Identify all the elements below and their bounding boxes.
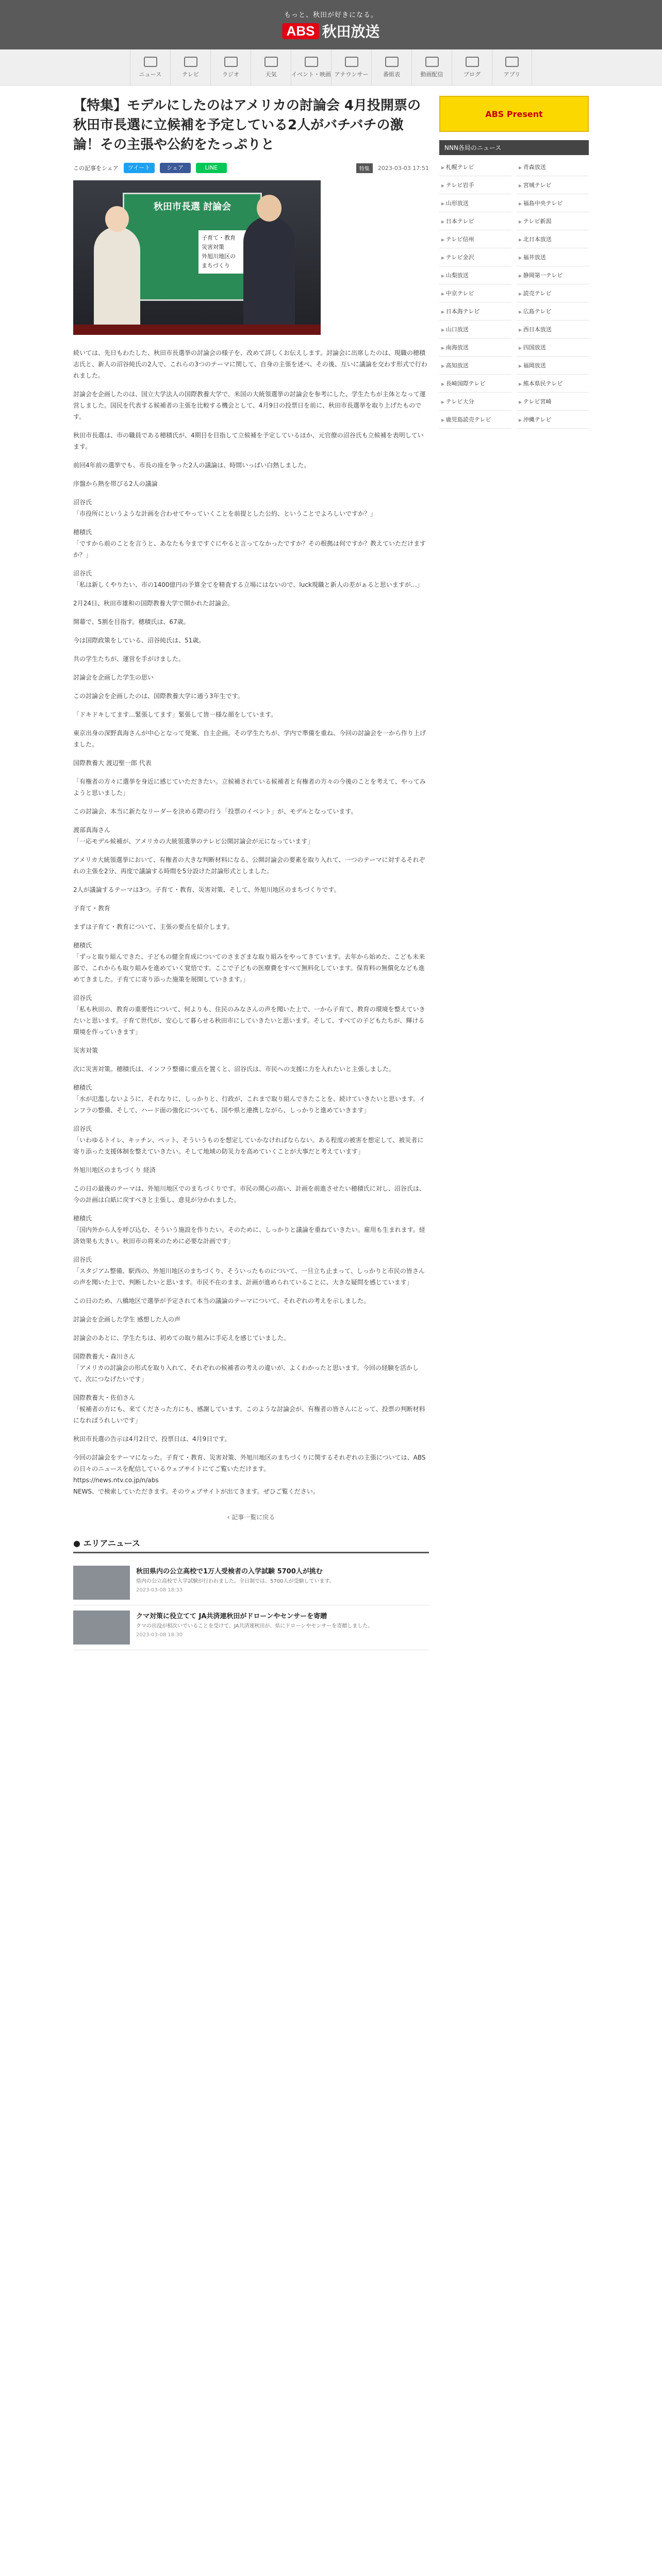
- logo-abs-mark: ABS: [283, 23, 319, 39]
- article-paragraph: まずは子育て・教育について、主張の要点を紹介します。: [73, 923, 234, 930]
- article-paragraph: 穂積氏 「ですから前のことを言うと、あなたも今まですぐにやると言ってなかったですか？その根拠は何ですか？教えていただけますか？」: [73, 529, 426, 558]
- article-paragraph: 序盤から熱を帯びる2人の議論: [73, 480, 158, 487]
- article-paragraph: 国際教養大 渡辺聖一郎 代表: [73, 759, 152, 767]
- article-paragraph: 今は国際政策をしている、沼谷純氏は、51歳。: [73, 637, 205, 644]
- article-paragraph: 外旭川地区のまちづくり 経済: [73, 1166, 156, 1174]
- nav-label: イベント・映画: [291, 71, 331, 78]
- sidebar-banner[interactable]: ABS Present: [439, 96, 589, 132]
- nav-label: テレビ: [182, 71, 199, 78]
- nav-item-app[interactable]: [492, 49, 532, 85]
- back-to-list-link[interactable]: [73, 1513, 429, 1521]
- news-thumbnail: [73, 1611, 130, 1645]
- app-icon: [505, 57, 519, 67]
- article-paragraph: 秋田市長選は、市の職員である穂積氏が、4期目を目指して立候補を予定しているほか、元官僚の沼谷氏も立候補を表明しています。: [73, 432, 424, 450]
- station-link[interactable]: ▶ 西日本放送: [517, 320, 589, 338]
- page-wrap: [73, 86, 589, 1671]
- site-header: [0, 0, 662, 49]
- station-link[interactable]: ▶ 日本テレビ: [439, 212, 511, 230]
- article-paragraph: 国際教養大・佐伯さん 「候補者の方にも、来てくださった方にも、感謝しています。このような討論会が、有権者の皆さんにとって、投票の判断材料になればうれしいです」: [73, 1394, 425, 1424]
- article-paragraph: 「ドキドキしてます…緊張してます」緊張して皆一様な顔をしています。: [73, 711, 277, 718]
- station-link[interactable]: ▶ 青森放送: [517, 158, 589, 176]
- article-paragraph: 討論会を企画した学生の思い: [73, 674, 154, 681]
- nav-item-radio[interactable]: [210, 49, 251, 85]
- station-link[interactable]: ▶ 南海放送: [439, 338, 511, 357]
- hero-panel-item: 外旭川地区の: [202, 253, 236, 260]
- hero-panel-item: まちづくり: [202, 262, 230, 269]
- area-news-heading-label: エリアニュース: [83, 1538, 140, 1548]
- hero-panel-item: 災害対策: [202, 244, 224, 250]
- nav-label: ニュース: [139, 71, 162, 78]
- announcer-icon: [345, 57, 358, 67]
- event-icon: [305, 57, 318, 67]
- article-paragraph: 秋田市長選の告示は4月2日で、投票日は、4月9日です。: [73, 1435, 231, 1443]
- tv-icon: [184, 57, 197, 67]
- news-desc: クマの出没が相次いでいることを受けて、JA共済連秋田が、県にドローンやセンサーを寄贈しました。: [136, 1623, 373, 1629]
- dot-icon: ●: [73, 1538, 84, 1548]
- station-link[interactable]: ▶ 宮城テレビ: [517, 176, 589, 194]
- article-paragraph: 今回の討論会をテーマになった。子育て・教育、災害対策、外旭川地区のまちづくりに関するそれぞれの主張については、ABSの日々のニュースを配信しているウェブサイトにてご覧いただけます。 https://news.ntv.co.jp/n/abs NEWS、で検索していただきます。そのウェブサイトが出てきます。ぜひご覧ください。: [73, 1454, 426, 1495]
- station-link[interactable]: ▶ 沖縄テレビ: [517, 411, 589, 429]
- station-link[interactable]: ▶ 長崎国際テレビ: [439, 375, 511, 393]
- hero-anchor-right: [243, 216, 295, 335]
- article-paragraph: 続いては、先日もわたした、秋田市長選挙の討論会の様子を、改めて詳しくお伝えします。討論会に出席したのは、現職の穂積志氏と、新人の沼谷純氏の2人で、これらの3つのテーマに関して、自身の主張を述べ、その後、互いに議論を交わす形式で行われました。: [73, 349, 427, 379]
- article-paragraph: 沼谷氏 「市役所にというような計画を合わせてやっていくことを前提とした公約、ということでよろしいですか？」: [73, 499, 377, 517]
- article-paragraph: 「有権者の方々に選挙を身近に感じていただきたい。立候補されている候補者と有権者の方々の今後のことを考えて、やってみようと思いました」: [73, 778, 426, 796]
- area-news-item[interactable]: [73, 1561, 429, 1605]
- news-date: 2023-03-08 18:33: [136, 1587, 183, 1593]
- station-link[interactable]: ▶ テレビ大分: [439, 393, 511, 411]
- station-link[interactable]: ▶ 静岡第一テレビ: [517, 266, 589, 284]
- nav-item-announcer[interactable]: [331, 49, 371, 85]
- category-tag[interactable]: 特集: [356, 163, 373, 173]
- news-thumbnail: [73, 1566, 130, 1600]
- article-body: [73, 347, 429, 1497]
- footer-space: [73, 1650, 429, 1671]
- weather-icon: [264, 57, 278, 67]
- publish-date: 2023-03-03 17:51: [377, 164, 429, 172]
- nav-label: 動画配信: [420, 71, 443, 78]
- article-paragraph: この討論会を企画したのは、国際教養大学に通う3年生です。: [73, 692, 244, 700]
- article-paragraph: 次に災害対策。穂積氏は、インフラ整備に重点を置くと、沼谷氏は、市民への支援に力を入れたいと主張しました。: [73, 1065, 395, 1073]
- share-facebook-button[interactable]: シェア: [160, 163, 191, 173]
- article-paragraph: 東京出身の深野真海さんが中心となって発案、自主企画。その学生たちが、学内で準備を重ね、今回の討論会を一から作り上げました。: [73, 730, 426, 748]
- news-title: クマ対策に役立てて JA共済連秋田がドローンやセンサーを寄贈: [136, 1613, 327, 1620]
- article-title: 【特集】モデルにしたのはアメリカの討論会 4月投開票の秋田市長選に立候補を予定している2人がバチバチの激論！その主張や公約をたっぷりと: [73, 98, 421, 152]
- hero-monitor-panel: [123, 193, 262, 301]
- article-paragraph: 国際教養大・森川さん 「アメリカの討論会の形式を取り入れて、それぞれの候補者の考えの違いが、よくわかったと思います。今回の経験を活かして、次につなげたいです」: [73, 1353, 419, 1383]
- nav-item-blog[interactable]: [452, 49, 492, 85]
- nav-label: ブログ: [464, 71, 481, 78]
- station-link[interactable]: ▶ 日本海テレビ: [439, 302, 511, 320]
- share-label: この記事をシェア: [73, 165, 119, 172]
- article-paragraph: 前回4年前の選挙でも、市長の座を争った2人の議論は、時間いっぱい白熱しました。: [73, 462, 310, 469]
- article-paragraph: 共の学生たちが、運営を手がけました。: [73, 655, 185, 663]
- station-link[interactable]: ▶ テレビ岩手: [439, 176, 511, 194]
- article-paragraph: 沼谷氏 「いわゆるトイレ、キッチン、ペット、そういうものを想定していかなければならない。ある程度の被害を想定して、被災者に寄り添った支援体制を整えていきたい。そして地域の防災力を高めていくことが大事だと考えています」: [73, 1125, 424, 1155]
- article-paragraph: 討論会を企画した学生 感想した人の声: [73, 1316, 180, 1323]
- article-paragraph: 子育て・教育: [73, 905, 111, 912]
- article-paragraph: 沼谷氏 「スタジアム整備、駅西の、外旭川地区のまちづくり、そういったものについて、一旦立ち止まって、しっかりと市民の皆さんの声を聞いた上で、判断したいと思います。市民不在のまま、計画が進められていることに、大きな疑問を感じています」: [73, 1256, 425, 1286]
- article-paragraph: 開幕で、5割を目指す。穂積氏は、67歳。: [73, 618, 190, 625]
- nav-label: 天気: [265, 71, 277, 78]
- share-twitter-button[interactable]: ツイート: [124, 163, 155, 173]
- video-icon: [425, 57, 439, 67]
- article-hero-image: [73, 180, 321, 335]
- site-logo[interactable]: [283, 21, 380, 41]
- station-link[interactable]: ▶ 鹿児島読売テレビ: [439, 411, 511, 429]
- station-link[interactable]: ▶ 福島中央テレビ: [517, 194, 589, 212]
- station-list: [439, 158, 589, 429]
- article-paragraph: 災害対策: [73, 1047, 98, 1054]
- article-paragraph: 2月24日、秋田市雄和の国際教養大学で開かれた討論会。: [73, 600, 234, 607]
- news-desc: 県内の公立高校で入学試験が行われました。全日制では、5700人が受験しています。: [136, 1579, 335, 1584]
- station-link[interactable]: ▶ 広島テレビ: [517, 302, 589, 320]
- article-paragraph: 討論会を企画したのは、国立大学法人の国際教養大学で、米国の大統領選挙の討論会を参考にした、学生たちが主体となって運営しました。国民を代表する候補者の主張を比較する機会として、4月9日の投票日を前に、秋田市長選挙を取り上げたものです。: [73, 391, 426, 420]
- article-paragraph: この日の最後のテーマは、外旭川地区でのまちづくりです。市民の関心の高い、計画を前進させたい穂積氏に対し、沼谷氏は、今の計画は白紙に戻すべきと主張し、意見が分かれました。: [73, 1185, 425, 1204]
- newspaper-icon: [144, 57, 157, 67]
- article-paragraph: この討論会、本当に新たなリーダーを決める際の行う「投票のイベント」が、モデルとなっています。: [73, 808, 357, 815]
- nav-label: アプリ: [503, 71, 521, 78]
- hero-panel-item: 子育て・教育: [202, 234, 236, 241]
- station-link[interactable]: ▶ テレビ金沢: [439, 248, 511, 266]
- hero-anchor-left-head: [105, 206, 129, 232]
- station-link[interactable]: ▶ 熊本県民テレビ: [517, 375, 589, 393]
- logo-name: 秋田放送: [322, 23, 380, 40]
- article-paragraph: 穂積氏 「ずっと取り組んできた、子どもの健全育成についてのさまざまな取り組みをやってきています。去年から始めた、こども未来部で、これからも取り組みを進めていく覚悟です。ここで子どもの医療費をすべて無料化しています。保育料の無償化なども進めてきました。子育てに寄り添った施策を展開していきます。」: [73, 942, 425, 983]
- article-paragraph: この日のため、八橋地区で選挙が予定されて本当の議論のテーマについて、それぞれの考えを示しました。: [73, 1297, 370, 1304]
- article-paragraph: アメリカ大統領選挙において、有権者の大きな判断材料になる、公開討論会の要素を取り入れて、一つのテーマに対するそれぞれの主張を2分、再度で議論する時間を5分設けた討論形式としました。: [73, 856, 425, 875]
- article-paragraph: 渡部真海さん 「一応モデル候補が、アメリカの大統領選挙のテレビ公開討論会が元になっています」: [73, 826, 314, 845]
- article-main: [73, 96, 429, 1671]
- article-paragraph: 討論会のあとに、学生たちは、初めての取り組みに手応えを感じていました。: [73, 1334, 290, 1342]
- radio-icon: [224, 57, 238, 67]
- station-link[interactable]: ▶ テレビ信州: [439, 230, 511, 248]
- nav-item-schedule[interactable]: [371, 49, 411, 85]
- station-link[interactable]: ▶ 中京テレビ: [439, 284, 511, 302]
- news-date: 2023-03-08 18:30: [136, 1632, 183, 1638]
- hero-anchor-left: [94, 227, 140, 335]
- schedule-icon: [385, 57, 399, 67]
- station-link[interactable]: ▶ 福岡放送: [517, 357, 589, 375]
- article-paragraph: 沼谷氏 「私は新しくやりたい、市の1400億円の予算全てを精査する立場にはないので、luck現職と新人の差がぁると思いますが…」: [73, 570, 423, 588]
- nav-item-weather[interactable]: [251, 49, 291, 85]
- nav-label: 番組表: [383, 71, 400, 78]
- blog-icon: [466, 57, 479, 67]
- station-link[interactable]: ▶ 読売テレビ: [517, 284, 589, 302]
- news-title: 秋田県内の公立高校で1万人受検者の入学試験 5700人が挑む: [136, 1568, 323, 1575]
- station-link[interactable]: ▶ 福井放送: [517, 248, 589, 266]
- station-link[interactable]: ▶ 札幌テレビ: [439, 158, 511, 176]
- nav-item-news[interactable]: [130, 49, 170, 85]
- back-link-label: 記事一覧に戻る: [231, 1514, 275, 1521]
- sidebar-heading: NNN各局のニュース: [439, 140, 589, 155]
- hero-panel-title: 秋田市長選 討論会: [153, 201, 231, 212]
- hero-anchor-right-head: [257, 195, 282, 222]
- nav-label: アナウンサー: [334, 71, 369, 78]
- station-link[interactable]: ▶ テレビ新潟: [517, 212, 589, 230]
- global-nav: [0, 49, 662, 86]
- station-link[interactable]: ▶ 山形放送: [439, 194, 511, 212]
- area-news-item[interactable]: [73, 1605, 429, 1650]
- hero-studio-floor: [73, 325, 321, 335]
- station-link[interactable]: ▶ テレビ宮崎: [517, 393, 589, 411]
- area-news-heading: [73, 1537, 429, 1553]
- nav-item-video[interactable]: [411, 49, 452, 85]
- station-link[interactable]: ▶ 山口放送: [439, 320, 511, 338]
- nav-item-tv[interactable]: [170, 49, 210, 85]
- station-link[interactable]: ▶ 四国放送: [517, 338, 589, 357]
- station-link[interactable]: ▶ 北日本放送: [517, 230, 589, 248]
- nav-label: ラジオ: [222, 71, 239, 78]
- station-link[interactable]: ▶ 山梨放送: [439, 266, 511, 284]
- site-catchphrase: もっと、秋田が好きになる。: [284, 11, 378, 19]
- article-paragraph: 穂積氏 「水が氾濫しないように、それなりに、しっかりと、行政が、これまで取り組んできたことを、続けていきたいと思います。インフラの整備、そして、ハード面の強化についても、国や県と連携しながら、しっかりと進めていきます」: [73, 1084, 426, 1114]
- share-row: [73, 163, 429, 173]
- article-paragraph: 沼谷氏 「私も秋田の、教育の重要性について、何よりも、住民のみなさんの声を聞いた上で、一から子育て、教育の環境を整えていきたいと思います。子育て世代が、安心して暮らせる秋田市にしていきたいと思います。そして、すべての子どもたちが、輝ける環境を作っていきます」: [73, 994, 425, 1036]
- share-line-button[interactable]: LINE: [196, 163, 227, 173]
- sidebar: [439, 96, 589, 1671]
- chevron-left-icon: ‹: [227, 1514, 232, 1521]
- article-paragraph: 2人が議論するテーマは3つ。子育て・教育、災害対策、そして、外旭川地区のまちづくりです。: [73, 886, 340, 893]
- article-paragraph: 穂積氏 「国内外から人を呼び込む、そういう施設を作りたい。そのために、しっかりと議論を重ねていきたい。雇用も生まれます。経済効果も大きい。秋田市の将来のために必要な計画です」: [73, 1215, 425, 1245]
- station-link[interactable]: ▶ 高知放送: [439, 357, 511, 375]
- nav-item-event[interactable]: [291, 49, 331, 85]
